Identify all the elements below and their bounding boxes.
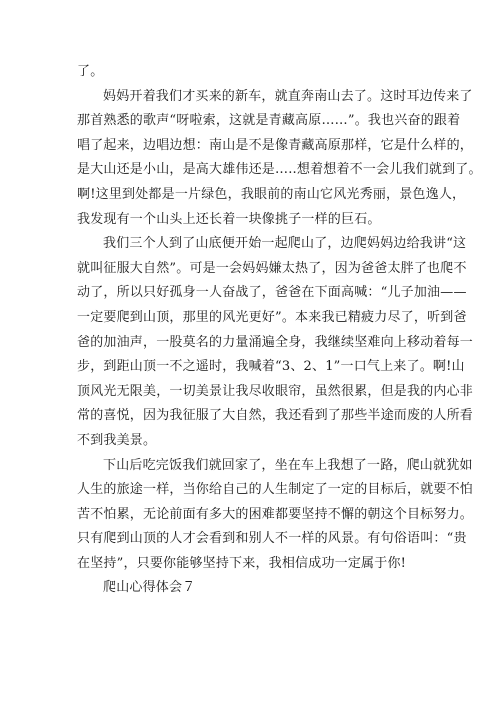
paragraph-reflection — [77, 454, 474, 577]
text-line: 唱了起来，边唱边想：南山是不是像青藏高原那样，它是什么样的， — [77, 137, 474, 153]
text-line: 我发现有一个山头上还长着一块像挑子一样的巨石。 — [77, 211, 381, 227]
document-body — [77, 60, 482, 601]
text-line: 在坚持”，只要你能够坚持下来，我相信成功一定属于你! — [77, 555, 407, 571]
text-line: 了。 — [77, 64, 104, 79]
text-line: 那首熟悉的歌声“呀啦索，这就是青藏高原……”。我也兴奋的跟着 — [77, 113, 461, 129]
paragraph-climbing — [77, 232, 474, 453]
paragraph-drive-to-nanshan — [77, 85, 482, 233]
text-line: 啊!这里到处都是一片绿色，我眼前的南山它风光秀丽，景色逸人， — [77, 186, 466, 202]
text-line: 不到我美景。 — [77, 432, 157, 448]
text-line: 步，到距山顶一不之遥时，我喊着“3、2、1”一口气上来了。啊!山 — [77, 359, 465, 375]
text-line: 动了，所以只好孤身一人奋战了，爸爸在下面高喊：“儿子加油—— — [77, 285, 467, 301]
text-line: 就叫征服大自然”。可是一会妈妈嫌太热了，因为爸爸太胖了也爬不 — [77, 260, 467, 276]
text-line: 我们三个人到了山底便开始一起爬山了，边爬妈妈边给我讲“这 — [103, 236, 467, 252]
text-line: 一定要爬到山顶，那里的风光更好”。本来我已精疲力尽了，听到爸 — [77, 309, 467, 325]
text-line: 爸的加油声，一股莫名的力量涌遍全身，我继续坚难向上移动着每一 — [77, 334, 474, 350]
text-line: 人生的旅途一样，当你给自己的人生制定了一定的目标后，就要不怕 — [77, 482, 474, 498]
section-title: 爬山心得体会７ — [103, 580, 196, 596]
paragraph-continuation — [77, 60, 437, 85]
section-heading — [77, 576, 437, 601]
text-line: 苦不怕累，无论前面有多大的困难都要坚持不懈的朝这个目标努力。 — [77, 506, 474, 522]
text-line: 顶风光无限美，一切美景让我尽收眼帘，虽然很累，但是我的内心非 — [77, 383, 474, 399]
text-line: 常的喜悦，因为我征服了大自然，我还看到了那些半途而废的人所看 — [77, 408, 474, 424]
text-line: 妈妈开着我们才买来的新车，就直奔南山去了。这时耳边传来了 — [103, 88, 473, 104]
text-line: 是大山还是小山，是高大雄伟还是…..想着想着不一会儿我们就到了。 — [77, 162, 482, 178]
text-line: 只有爬到山顶的人才会看到和别人不一样的风景。有句俗语叫：“贵 — [77, 531, 467, 547]
text-line: 下山后吃完饭我们就回家了，坐在车上我想了一路，爬山就犹如 — [103, 457, 473, 473]
